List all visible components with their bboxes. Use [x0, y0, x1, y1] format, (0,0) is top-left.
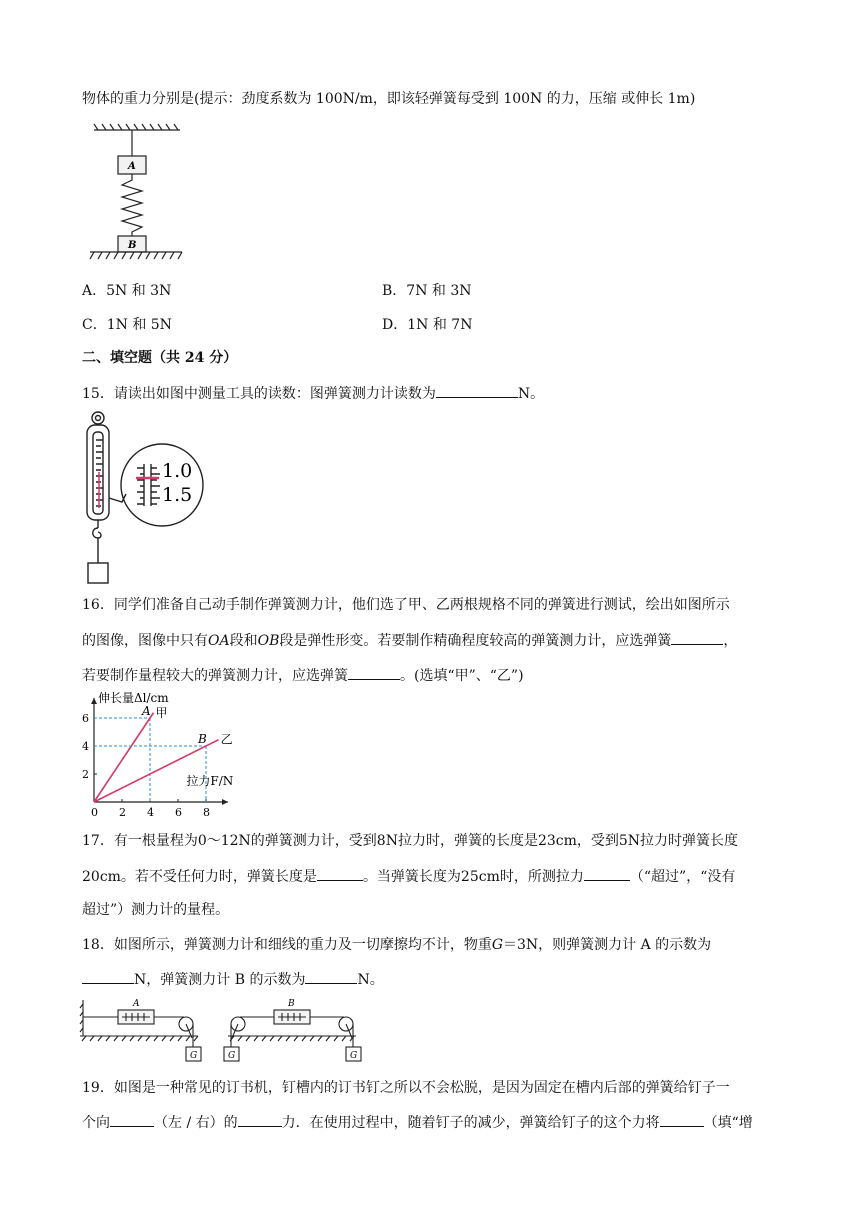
y-tick-label: 6 — [82, 712, 89, 725]
series-name-label: 甲 — [155, 705, 168, 720]
q16-line1: 16．同学们准备自己动手制作弹簧测力计，他们选了甲、乙两根规格不同的弹簧进行测试，绘出如图所示 — [82, 597, 730, 613]
q16-line2 — [82, 630, 737, 651]
q17-line1: 17．有一根量程为0～12N的弹簧测力计，受到8N拉力时，弹簧的长度是23cm，受到5N拉力时弹簧长度 — [82, 833, 739, 849]
q17-text: 20cm。若不受任何力时，弹簧长度是 — [82, 869, 317, 885]
q18-blank-1[interactable] — [82, 969, 134, 984]
q18-text: 18．如图所示，弹簧测力计和细线的重力及一切摩擦均不计，物重 — [82, 937, 492, 953]
q16-text: 段是弹性形变。若要制作精确程度较高的弹簧测力计，应选弹簧 — [279, 633, 672, 649]
option-c[interactable]: C．1N 和 5N — [82, 317, 172, 333]
q18-line1 — [82, 935, 711, 955]
q17-line2 — [82, 866, 735, 887]
q18-label-g2: G — [228, 1051, 236, 1061]
q16-oa: OA — [208, 633, 230, 649]
q16-blank-1[interactable] — [671, 630, 723, 645]
x-tick-label: 6 — [175, 806, 182, 819]
q19-text: 个向 — [82, 1115, 110, 1131]
q19-line2 — [82, 1112, 753, 1133]
q15-text-after: N。 — [517, 386, 545, 402]
q15-blank[interactable] — [436, 383, 518, 398]
x-tick-label: 4 — [147, 806, 154, 819]
q16-text: ， — [723, 633, 738, 649]
q17-blank-1[interactable] — [317, 866, 363, 881]
point-label-B: B — [198, 732, 207, 746]
section-heading: 二、填空题（共 24 分） — [82, 350, 238, 366]
q18-blank-2[interactable] — [305, 969, 357, 984]
q15-scale-label-2: 1.5 — [162, 484, 193, 506]
q18-text: N，弹簧测力计 B 的示数为 — [134, 972, 306, 988]
q14-spring-figure — [90, 122, 190, 264]
y-tick-label: 2 — [82, 768, 89, 781]
option-a[interactable]: A．5N 和 3N — [82, 283, 172, 299]
q19-text: （左 / 右）的 — [154, 1115, 238, 1131]
q16-text: 。(选填“甲”、“乙”) — [400, 668, 524, 684]
q17-text: 。当弹簧长度为25cm时，所测拉力 — [362, 869, 584, 885]
q16-line3 — [82, 665, 524, 686]
y-axis-label: 伸长量Δl/cm — [98, 691, 169, 705]
y-tick-label: 4 — [82, 740, 89, 753]
q19-text: 力．在使用过程中，随着钉子的减少，弹簧给钉子的这个力将 — [281, 1115, 660, 1131]
q18-line2 — [82, 969, 384, 990]
q14-stem-tail: 物体的重力分别是(提示：劲度系数为 100N/m，即该轻弹簧每受到 100N 的力，压缩 或伸长 1m) — [82, 91, 696, 107]
q14-label-a: A — [128, 161, 136, 172]
q18-g: G — [491, 937, 504, 953]
q17-blank-2[interactable] — [584, 866, 630, 881]
q17-text: （“超过”，“没有 — [629, 869, 736, 885]
q18-label-a: A — [133, 999, 140, 1009]
q16-ob: OB — [257, 633, 280, 649]
series-line-乙 — [94, 740, 219, 802]
q15-text — [82, 383, 544, 404]
option-b[interactable]: B．7N 和 3N — [382, 283, 472, 299]
q18-label-g3: G — [350, 1051, 358, 1061]
q18-text: ＝3N，则弹簧测力计 A 的示数为 — [503, 937, 712, 953]
q14-label-b: B — [128, 240, 137, 251]
x-axis-arrow — [222, 799, 228, 805]
x-tick-label: 8 — [203, 806, 210, 819]
option-d[interactable]: D．1N 和 7N — [382, 317, 473, 333]
q19-blank-3[interactable] — [660, 1112, 704, 1127]
q15-spring-balance-figure — [82, 410, 232, 585]
q16-text: 若要制作量程较大的弹簧测力计，应选弹簧 — [82, 668, 348, 684]
q19-line1: 19．如图是一种常见的订书机，钉槽内的订书钉之所以不会松脱，是因为固定在槽内后部的弹簧给钉子一 — [82, 1080, 730, 1096]
point-label-A: A — [142, 704, 151, 718]
q18-label-g1: G — [190, 1051, 198, 1061]
q15-text-before: 15．请读出如图中测量工具的读数：图弹簧测力计读数为 — [82, 386, 436, 402]
q17-line3: 超过”）测力计的量程。 — [82, 902, 230, 918]
x-tick-label: 2 — [119, 806, 126, 819]
q16-blank-2[interactable] — [348, 665, 400, 680]
q18-label-b: B — [288, 999, 295, 1009]
q19-blank-1[interactable] — [110, 1112, 154, 1127]
q16-chart — [78, 690, 278, 820]
q16-text: 段和 — [229, 633, 258, 649]
q18-pulley-figure — [80, 994, 370, 1064]
q19-blank-2[interactable] — [238, 1112, 282, 1127]
series-name-label: 乙 — [220, 732, 233, 747]
x-tick-label: 0 — [91, 806, 98, 819]
q15-scale-label-1: 1.0 — [162, 460, 193, 482]
q16-text: 的图像，图像中只有 — [82, 633, 208, 649]
series-line-甲 — [94, 713, 154, 802]
x-axis-label: 拉力F/N — [186, 774, 234, 789]
q18-text: N。 — [357, 972, 384, 988]
y-axis-arrow — [91, 698, 97, 704]
q19-text: （填“增 — [703, 1115, 753, 1131]
